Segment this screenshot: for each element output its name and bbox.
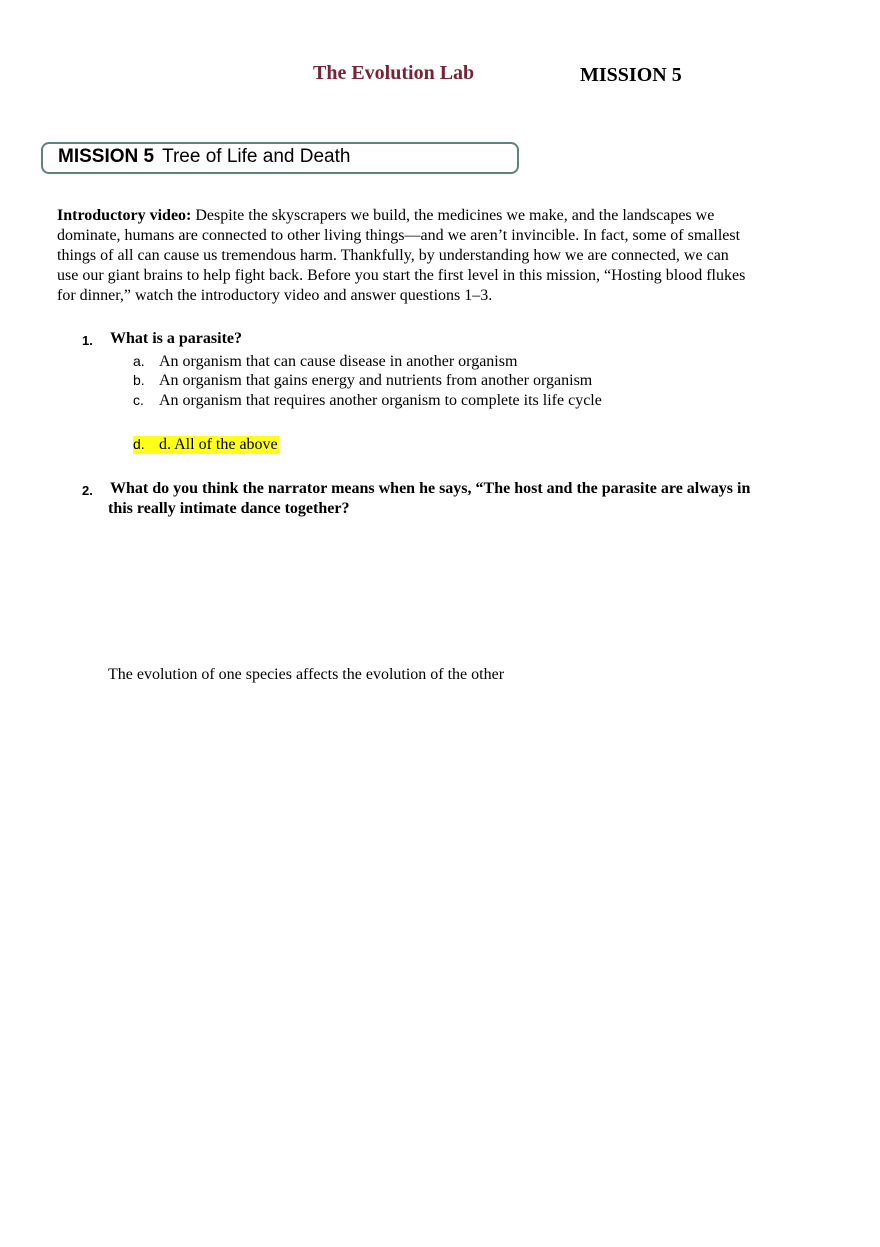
mission-name: Tree of Life and Death bbox=[162, 146, 351, 167]
option-text: d. All of the above bbox=[159, 436, 278, 453]
option-letter: c. bbox=[133, 392, 144, 408]
question-text-line: What do you think the narrator means when he says, “The host and the parasite are always in bbox=[110, 480, 751, 497]
question-number: 2. bbox=[82, 483, 93, 498]
answer-text: The evolution of one species affects the evolution of the other bbox=[108, 666, 505, 683]
option-c bbox=[133, 392, 602, 410]
intro-line: Despite the skyscrapers we build, the medicines we make, and the landscapes we bbox=[191, 207, 715, 224]
intro-line: use our giant brains to help fight back. Before you start the first level in this mission, “Hosting blood flukes bbox=[57, 267, 746, 284]
option-text: An organism that can cause disease in another organism bbox=[159, 353, 518, 370]
intro-line: for dinner,” watch the introductory video and answer questions 1–3. bbox=[57, 287, 493, 304]
option-b bbox=[133, 372, 592, 390]
option-letter: a. bbox=[133, 353, 145, 369]
option-d-highlighted bbox=[133, 436, 279, 454]
option-letter: b. bbox=[133, 372, 145, 388]
intro-line: dominate, humans are connected to other living things—and we aren’t invincible. In fact, some of smallest bbox=[57, 227, 741, 244]
option-a bbox=[133, 353, 517, 371]
question-text: What is a parasite? bbox=[110, 330, 242, 347]
intro-label: Introductory video: bbox=[57, 207, 192, 224]
option-letter: d. bbox=[133, 436, 145, 452]
option-text: An organism that gains energy and nutrients from another organism bbox=[159, 372, 593, 389]
document-header-mission: MISSION 5 bbox=[580, 64, 682, 86]
document-header-title: The Evolution Lab bbox=[313, 62, 475, 84]
mission-label: MISSION 5 bbox=[58, 146, 155, 167]
option-text: An organism that requires another organism to complete its life cycle bbox=[159, 392, 602, 409]
intro-paragraph bbox=[57, 206, 745, 306]
question-text-line: this really intimate dance together? bbox=[108, 500, 350, 517]
mission-title bbox=[58, 146, 350, 168]
intro-line: things of all can cause us tremendous harm. Thankfully, by understanding how we are connected, we can bbox=[57, 247, 729, 264]
question-number: 1. bbox=[82, 333, 93, 348]
